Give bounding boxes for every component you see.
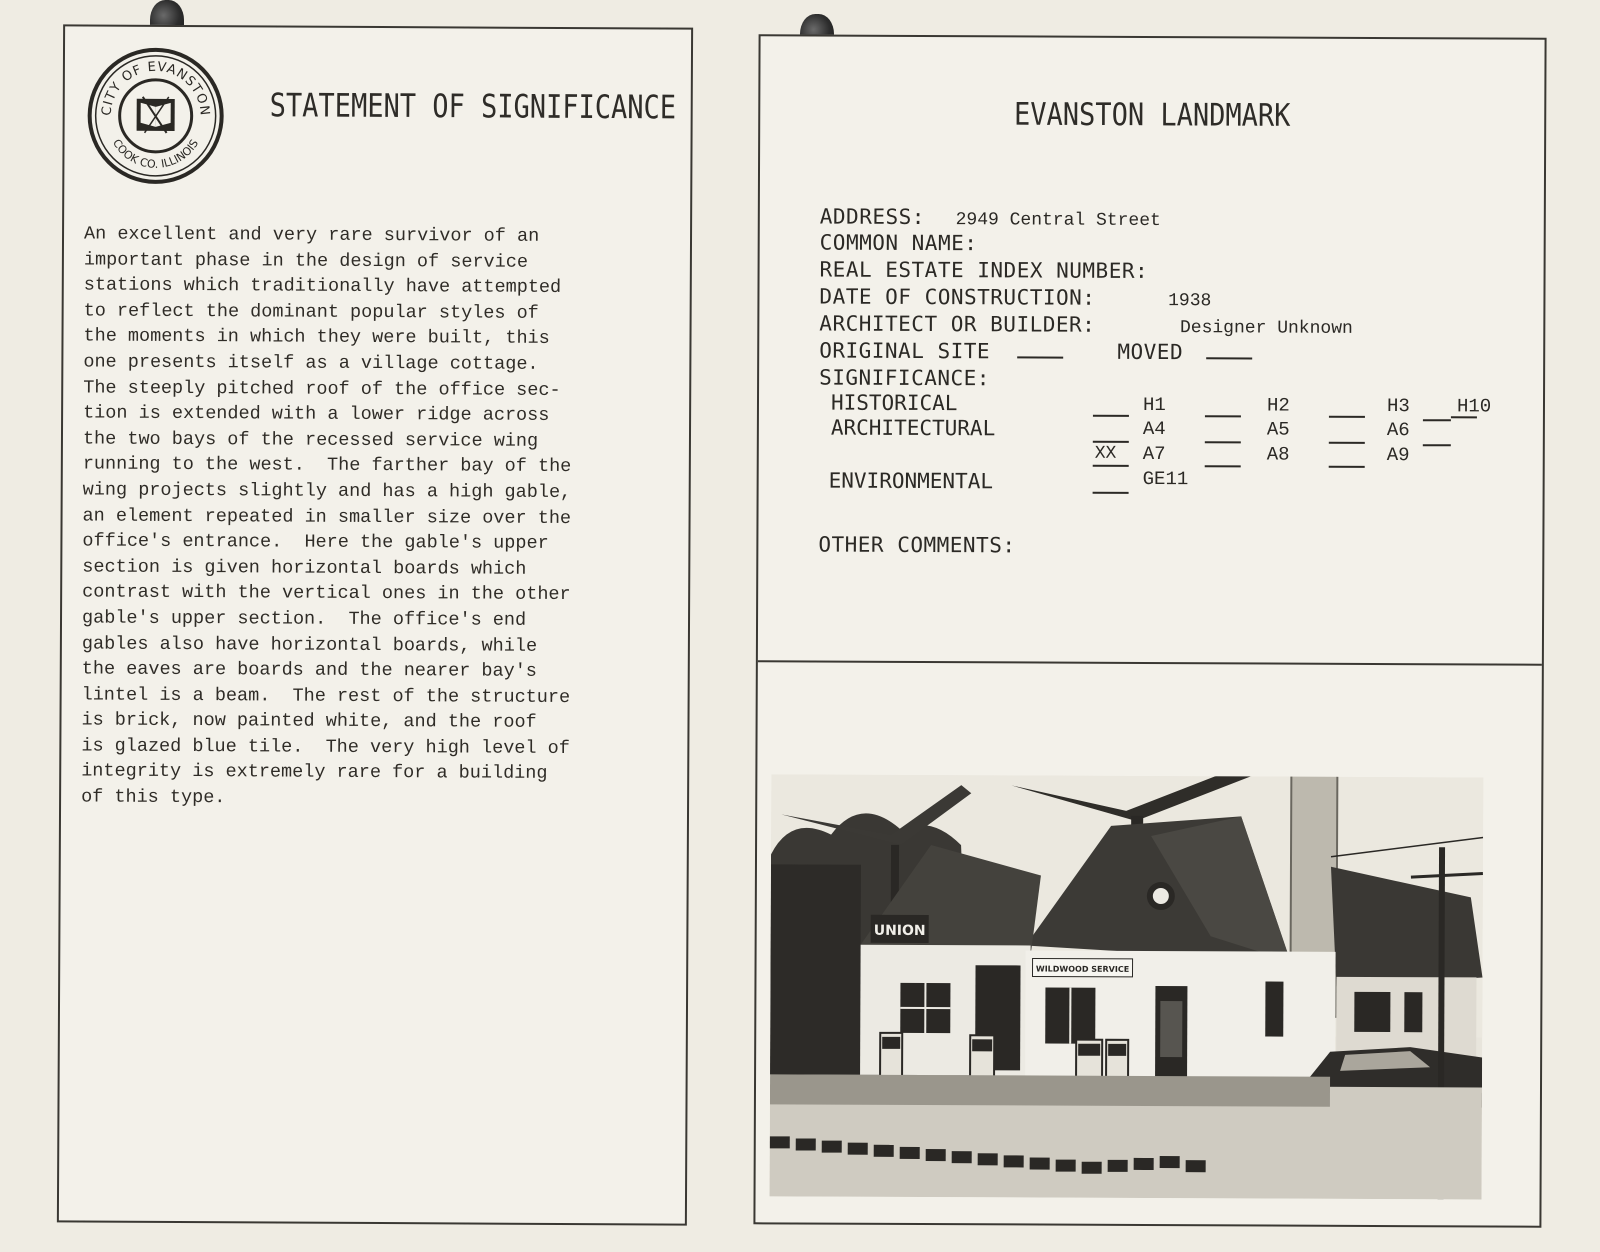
architect-label: ARCHITECT OR BUILDER:	[819, 311, 1096, 337]
service-station-photo	[770, 774, 1484, 1199]
a7-blank	[1093, 465, 1129, 467]
address-value: 2949 Central Street	[955, 210, 1161, 232]
code-h2: H2	[1266, 394, 1290, 417]
historical-label: HISTORICAL	[830, 390, 958, 416]
moved-blank	[1206, 357, 1252, 359]
code-a6: A6	[1386, 419, 1410, 442]
address-label: ADDRESS:	[819, 204, 926, 230]
a9-trailing-blank	[1423, 444, 1451, 446]
significance-label: SIGNIFICANCE:	[819, 365, 991, 391]
real-estate-row	[820, 258, 1149, 283]
seal-top-text: CITY OF EVANSTON	[99, 59, 212, 117]
date-row	[819, 285, 1211, 312]
h1-blank	[1093, 415, 1129, 417]
ge11-blank	[1093, 492, 1129, 494]
page-title: STATEMENT OF SIGNIFICANCE	[269, 87, 677, 127]
statement-text: An excellent and very rare survivor of an important phase in the design of service stations which traditionally have attempted to reflect the dominant popular styles of the moments in which they were built, this one presents itself as a village cottage. The steeply pitched roof of the office sec- tion is extended with a lower ridge across the two bays of the recessed service wing running to the west. The farther bay of the wing projects slightly and has a high gable, an element repeated in smaller size over the office's entrance. Here the gable's upper section is given horizontal boards which contrast with the vertical ones in the other gable's upper section. The office's end gables also have horizontal boards, while the eaves are boards and the nearer bay's lintel is a beam. The rest of the structure is brick, now painted white, and the roof is glazed blue tile. The very high level of integrity is extremely rare for a building of this type.	[81, 223, 572, 809]
original-site-blank	[1017, 356, 1063, 358]
seal-bottom-text: COOK CO. ILLINOIS	[109, 136, 202, 171]
a6-blank	[1329, 442, 1365, 444]
a7-checked-mark: XX	[1094, 443, 1117, 464]
landmark-form-sheet	[753, 34, 1546, 1227]
code-a5: A5	[1266, 418, 1290, 441]
common-name-label: COMMON NAME:	[819, 230, 978, 256]
a9-blank	[1329, 466, 1365, 468]
h2-blank	[1205, 415, 1241, 417]
architect-row	[819, 312, 1353, 339]
original-site-label: ORIGINAL SITE	[819, 338, 991, 364]
code-a4: A4	[1142, 417, 1166, 441]
real-estate-label: REAL ESTATE INDEX NUMBER:	[819, 257, 1149, 283]
union-sign-text: UNION	[873, 922, 926, 940]
moved-label: MOVED	[1117, 339, 1184, 365]
environmental-label: ENVIRONMENTAL	[828, 468, 994, 494]
code-h1: H1	[1142, 393, 1166, 417]
city-seal	[86, 46, 225, 185]
statement-of-significance-sheet	[57, 24, 693, 1225]
a6-trailing-blank	[1423, 419, 1451, 421]
a8-blank	[1205, 465, 1241, 467]
significance-row	[819, 366, 990, 391]
a4-blank	[1093, 441, 1129, 443]
seal-icon	[86, 46, 225, 185]
divider	[758, 660, 1542, 665]
code-a8: A8	[1266, 443, 1290, 466]
original-site-row	[819, 339, 1252, 365]
other-comments-row	[818, 533, 1015, 558]
code-h3: H3	[1386, 395, 1410, 418]
address-row	[820, 205, 1161, 231]
architectural-label: ARCHITECTURAL	[830, 415, 996, 441]
code-a9: A9	[1386, 444, 1410, 467]
a5-blank	[1205, 441, 1241, 443]
h3-blank	[1329, 416, 1365, 418]
date-label: DATE OF CONSTRUCTION:	[819, 284, 1096, 310]
date-value: 1938	[1168, 291, 1212, 312]
code-h10: H10	[1456, 395, 1492, 418]
service-sign-text: WILDWOOD SERVICE	[1035, 964, 1130, 974]
architect-value: Designer Unknown	[1179, 318, 1353, 339]
code-a7: A7	[1142, 442, 1166, 466]
code-ge11: GE11	[1142, 467, 1189, 491]
common-name-row	[820, 231, 978, 256]
form-title: EVANSTON LANDMARK	[1014, 97, 1291, 134]
other-comments-label: OTHER COMMENTS:	[818, 532, 1016, 558]
